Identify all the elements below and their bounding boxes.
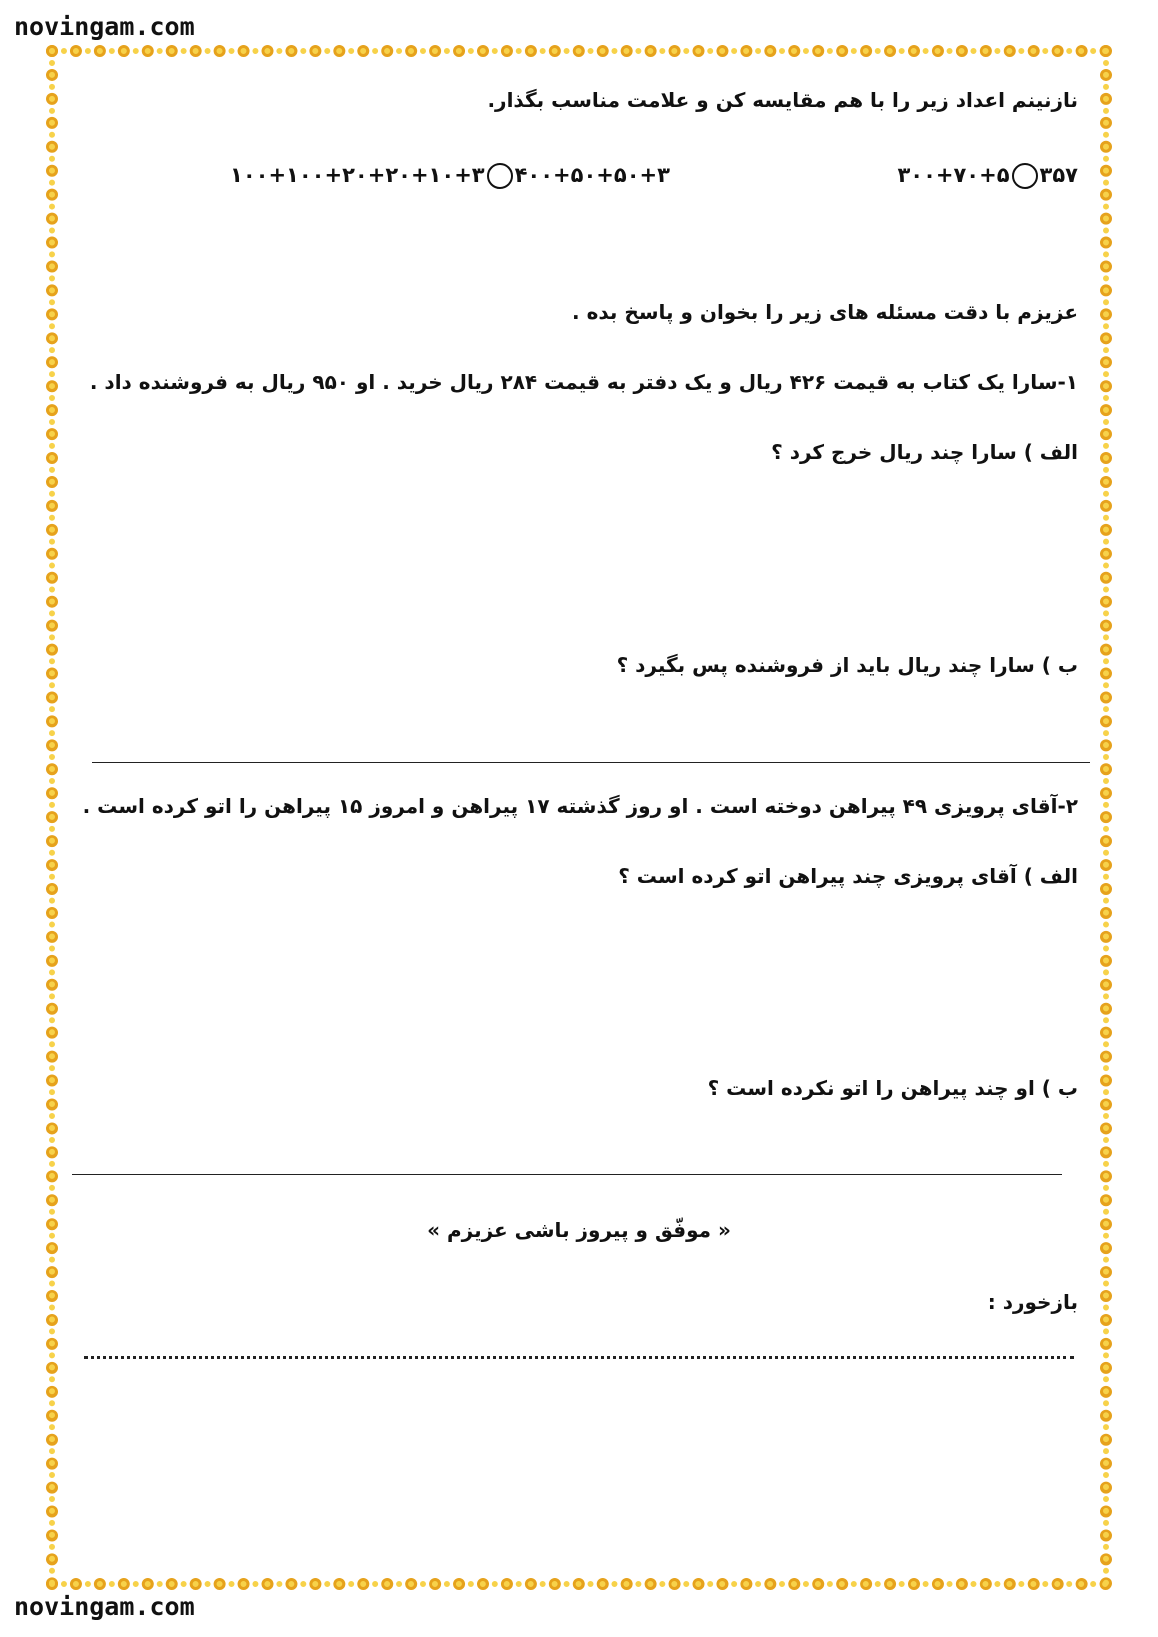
comparison-1 bbox=[897, 163, 1078, 189]
comparison-2-left: ۴۰۰+۵۰+۵۰+۳ bbox=[514, 163, 670, 187]
comparison-1-right: ۳۰۰+۷۰+۵ bbox=[897, 163, 1010, 187]
problem-1-part-b: ب ) سارا چند ریال باید از فروشنده پس بگیرد ؟ bbox=[616, 653, 1078, 677]
compare-instruction: نازنینم اعداد زیر را با هم مقایسه کن و علامت مناسب بگذار. bbox=[487, 88, 1078, 112]
comparison-2-blank-circle[interactable] bbox=[487, 163, 513, 189]
comparison-1-blank-circle[interactable] bbox=[1012, 163, 1038, 189]
problem-2-part-b: ب ) او چند پیراهن را اتو نکرده است ؟ bbox=[707, 1076, 1078, 1100]
feedback-dotted-line[interactable] bbox=[84, 1356, 1074, 1359]
problem-2-text: ۲-آقای پرویزی ۴۹ پیراهن دوخته است . او روز گذشته ۱۷ پیراهن و امروز ۱۵ پیراهن را اتو کرده است . bbox=[82, 794, 1078, 818]
problem-1-part-a: الف ) سارا چند ریال خرج کرد ؟ bbox=[771, 440, 1078, 464]
feedback-label: بازخورد : bbox=[987, 1290, 1078, 1314]
divider-line-2 bbox=[72, 1174, 1062, 1175]
closing-message: « موفّق و پیروز باشی عزیزم » bbox=[427, 1218, 731, 1242]
divider-line-1 bbox=[92, 762, 1090, 763]
comparison-1-left: ۳۵۷ bbox=[1039, 163, 1078, 187]
problem-2-part-a: الف ) آقای پرویزی چند پیراهن اتو کرده است ؟ bbox=[618, 864, 1078, 888]
problems-instruction: عزیزم با دقت مسئله های زیر را بخوان و پاسخ بده . bbox=[572, 300, 1078, 324]
problem-1-text: ۱-سارا یک کتاب به قیمت ۴۲۶ ریال و یک دفتر به قیمت ۲۸۴ ریال خرید . او ۹۵۰ ریال به فروشنده داد . bbox=[89, 370, 1078, 394]
watermark-bottom: novingam.com bbox=[14, 1592, 195, 1621]
watermark-top: novingam.com bbox=[14, 12, 195, 41]
comparison-2-right: ۱۰۰+۱۰۰+۲۰+۲۰+۱۰+۳ bbox=[230, 163, 485, 187]
comparison-2 bbox=[230, 163, 670, 189]
